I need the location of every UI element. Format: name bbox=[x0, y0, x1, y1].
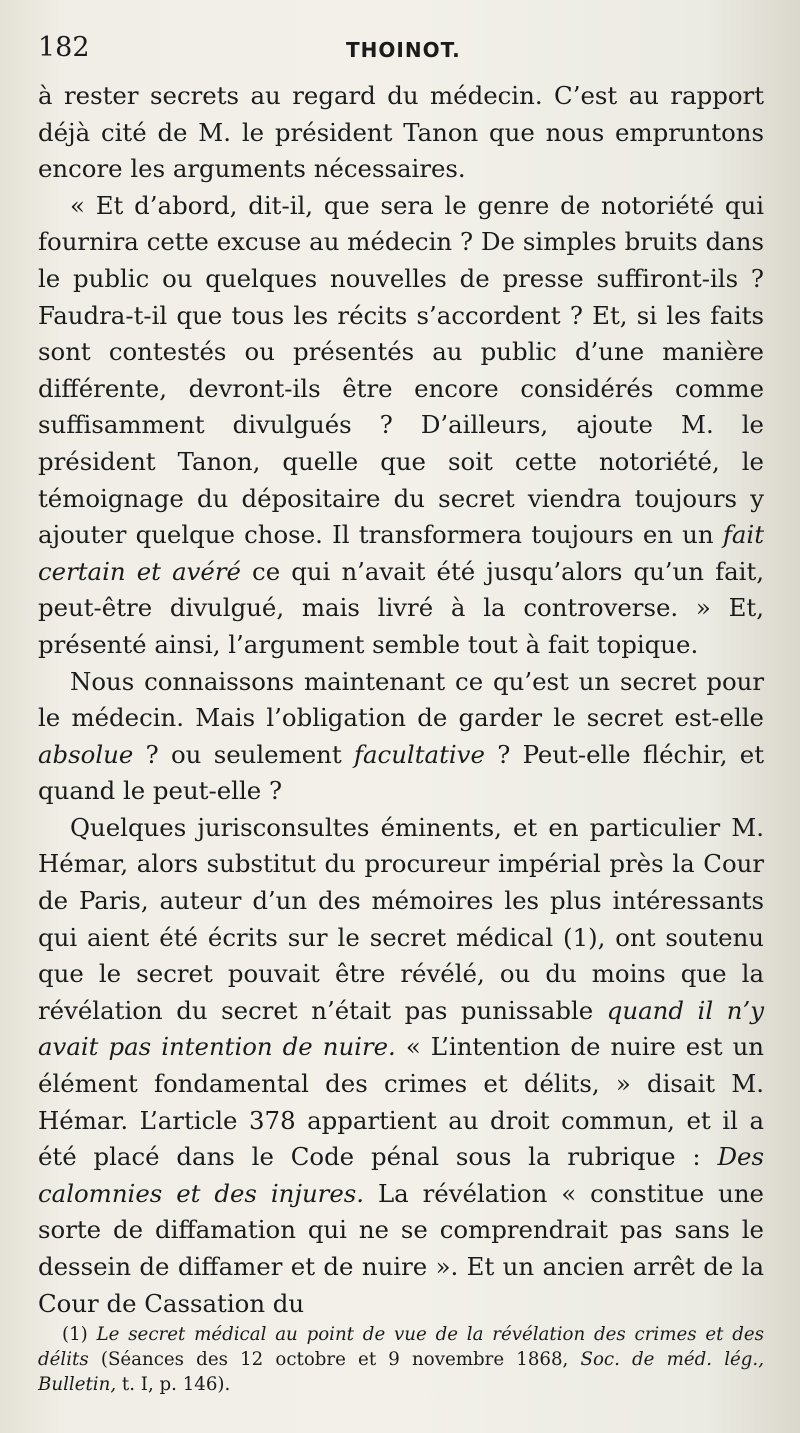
italic-text: Des calomnies et des injures. bbox=[38, 1142, 764, 1208]
paragraph bbox=[38, 664, 764, 810]
italic-text: absolue bbox=[38, 739, 134, 769]
text-run: (1) bbox=[62, 1324, 97, 1345]
italic-text: fait certain et avéré bbox=[38, 520, 764, 586]
paragraph bbox=[38, 810, 764, 1322]
text-run: « Et d’abord, dit-il, que sera le genre de notoriété qui fournira cette excuse au médecin ? De simples bruits dans le public ou quelques nouvelles de presse suffiront-ils ? Faudra-t-il que tous les récits s’accordent ? Et, si les faits sont contestés ou présentés au public d’une manière différente, devront-ils être encore considérés comme suffisamment divulgués ? D’ailleurs, ajoute M. le président Tanon, quelle que soit cette notoriété, le témoignage du dépositaire du secret viendra toujours y ajouter quelque chose. Il transformera toujours en un bbox=[38, 190, 764, 550]
footnotes bbox=[38, 1322, 764, 1397]
text-run: (Séances des 12 octobre et 9 novembre 1868, bbox=[88, 1349, 581, 1370]
italic-text: facultative bbox=[353, 739, 485, 769]
text-run: ? ou seulement bbox=[133, 739, 354, 769]
text-run: à rester secrets au regard du médecin. C’est au rapport déjà cité de M. le président Tanon que nous empruntons encore les arguments nécessaires. bbox=[38, 81, 764, 184]
paragraph bbox=[38, 78, 764, 188]
running-head: THOINOT. bbox=[346, 38, 461, 62]
footnote bbox=[38, 1322, 764, 1397]
body-text bbox=[38, 78, 764, 1322]
text-run: Quelques jurisconsultes éminents, et en particulier M. Hémar, alors substitut du procureur impérial près la Cour de Paris, auteur d’un des mémoires les plus intéressants qui aient été écrits sur le secret médical (1), ont soutenu que le secret pouvait être révélé, ou du moins que la révélation du secret n’était pas punissable bbox=[38, 812, 764, 1025]
text-run: « L’intention de nuire est un élément fondamental des crimes et délits, » disait M. Hémar. L’article 378 appartient au droit commun, et il a été placé dans le Code pénal sous la rubrique : bbox=[38, 1032, 764, 1172]
text-run: ? Peut-elle fléchir, et quand le peut-elle ? bbox=[38, 739, 765, 806]
text-run: Nous connaissons maintenant ce qu’est un secret pour le médecin. Mais l’obligation de garder le secret est-elle bbox=[38, 666, 764, 733]
italic-text: Le secret médical au point de vue de la révélation des crimes et des délits bbox=[38, 1324, 765, 1370]
text-run: La révélation « constitue une sorte de diffamation qui ne se comprendrait pas sans le dessein de diffamer et de nuire ». Et un ancien arrêt de la Cour de Cassation du bbox=[38, 1178, 764, 1318]
text-run: t. I, p. 146). bbox=[116, 1374, 231, 1395]
text-run: ce qui n’avait été jusqu’alors qu’un fait, peut-être divulgué, mais livré à la controverse. » Et, présenté ainsi, l’argument semble tout à fait topique. bbox=[38, 556, 764, 659]
italic-text: quand il n’y avait pas intention de nuire. bbox=[38, 995, 764, 1062]
italic-text: Soc. de méd. lég., Bulletin, bbox=[38, 1349, 764, 1395]
page-number: 182 bbox=[38, 32, 90, 63]
page-header bbox=[38, 32, 760, 72]
paragraph bbox=[38, 188, 764, 664]
